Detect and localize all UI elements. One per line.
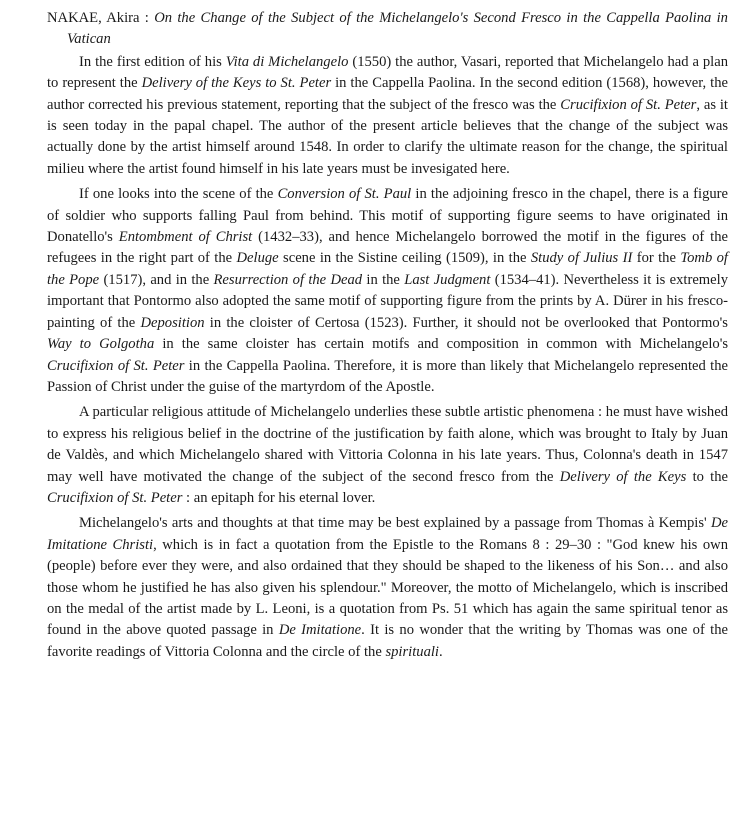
text: If one looks into the scene of the xyxy=(79,186,278,203)
text: : an epitaph for his eternal lover. xyxy=(182,489,376,506)
italic-text: Conversion of St. Paul xyxy=(277,186,412,203)
text: , as it is seen today in the papal chapel. The author of the present article believes that the change of the subject was actually done by the artist himself around 1548. In order to clarify the ultimate reason for the change, the spiritual milieu where the artist found himself in his late years must be invesigated here. xyxy=(47,96,728,177)
italic-text: Delivery of the Keys to St. Peter xyxy=(141,75,332,92)
text: A particular religious attitude of Michelangelo underlies these subtle artistic phenomena : he must have wished to express his religious belief in the doctrine of the justification by faith alone, which was brought to Italy by Juan de Valdès, and which Michelangelo shared with Vittoria Colonna in his late years. Thus, Colonna's death in 1547 may well have motivated the change of the subject of the second fresco from the xyxy=(47,404,728,485)
italic-text: Delivery of the Keys xyxy=(559,468,687,485)
text: in the Cappella Paolina. Therefore, it is more than likely that Michelangelo represented the Passion of Christ under the guise of the martyrdom of the Apostle. xyxy=(47,357,728,395)
article-title: On the Change of the Subject of the Michelangelo's Second Fresco in the Cappella Paolina in Vatican xyxy=(67,10,728,48)
text: for the xyxy=(632,250,681,267)
italic-text: Deposition xyxy=(140,314,205,331)
text: to the xyxy=(686,468,728,485)
italic-text: Study of Julius II xyxy=(530,250,633,267)
italic-text: Crucifixion of St. Peter xyxy=(47,357,185,374)
italic-text: Way to Golgotha xyxy=(47,336,155,353)
text: (1534–41). Nevertheless it is extremely important that Pontormo also adopted the same motif of supporting figure from the prints by A. Dürer in his fresco-painting of the xyxy=(47,271,728,331)
italic-text: Last Judgment xyxy=(404,271,491,288)
italic-text: Entombment of Christ xyxy=(118,229,253,246)
italic-text: Crucifixion of St. Peter xyxy=(47,489,183,506)
text: (1517), and in the xyxy=(99,271,214,288)
italic-text: Tomb of the Pope xyxy=(47,250,728,288)
article-heading xyxy=(47,8,728,51)
text: Michelangelo's arts and thoughts at that time may be best explained by a passage from Thomas à Kempis' xyxy=(79,515,711,532)
text: in the xyxy=(362,271,405,288)
paragraph xyxy=(47,184,728,398)
italic-text: Crucifixion of St. Peter xyxy=(560,96,697,113)
text: , which is in fact a quotation from the Epistle to the Romans 8 : 29–30 : "God knew his own (people) before ever they were, and also ordained that they should be shaped to the likeness of his Son… and also those whom he justified he has also given his splendour." Moreover, the motto of Michelangelo, which is inscribed on the medal of the artist made by L. Leoni, is a quotation from Ps. 51 which has again the same spiritual tenor as found in the above quoted passage in xyxy=(47,536,729,639)
italic-text: Resurrection of the Dead xyxy=(213,271,363,288)
text: (1432–33), and hence Michelangelo borrowed the motif in the figures of the refugees in the right part of the xyxy=(47,229,729,267)
text: . xyxy=(438,643,443,660)
article-body xyxy=(47,52,728,663)
author-name: NAKAE, Akira : xyxy=(47,10,155,26)
text: in the Cappella Paolina. In the second edition (1568), however, the author corrected his previous statement, reporting that the subject of the fresco was the xyxy=(47,75,729,113)
text: scene in the Sistine ceiling (1509), in the xyxy=(278,250,531,267)
italic-text: De Imitatione Christi xyxy=(47,515,728,553)
text: In the first edition of his xyxy=(79,53,226,70)
paragraph xyxy=(47,402,728,509)
text: in the adjoining fresco in the chapel, there is a figure of soldier who supports falling Paul from behind. This motif of supporting figure seems to have originated in Donatello's xyxy=(47,186,728,246)
text: . It is no wonder that the writing by Thomas was one of the favorite readings of Vittoria Colonna and the circle of the xyxy=(47,622,728,660)
italic-text: De Imitatione xyxy=(278,622,362,639)
paragraph xyxy=(47,52,728,180)
text: in the cloister of Certosa (1523). Further, it should not be overlooked that Pontormo's xyxy=(204,314,728,331)
italic-text: spirituali xyxy=(385,643,439,660)
text: (1550) the author, Vasari, reported that Michelangelo had a plan to represent the xyxy=(47,53,728,92)
text: in the same cloister has certain motifs and composition in common with Michelangelo's xyxy=(154,336,729,353)
italic-text: Deluge xyxy=(236,250,279,267)
paragraph xyxy=(47,513,728,663)
italic-text: Vita di Michelangelo xyxy=(225,53,349,70)
